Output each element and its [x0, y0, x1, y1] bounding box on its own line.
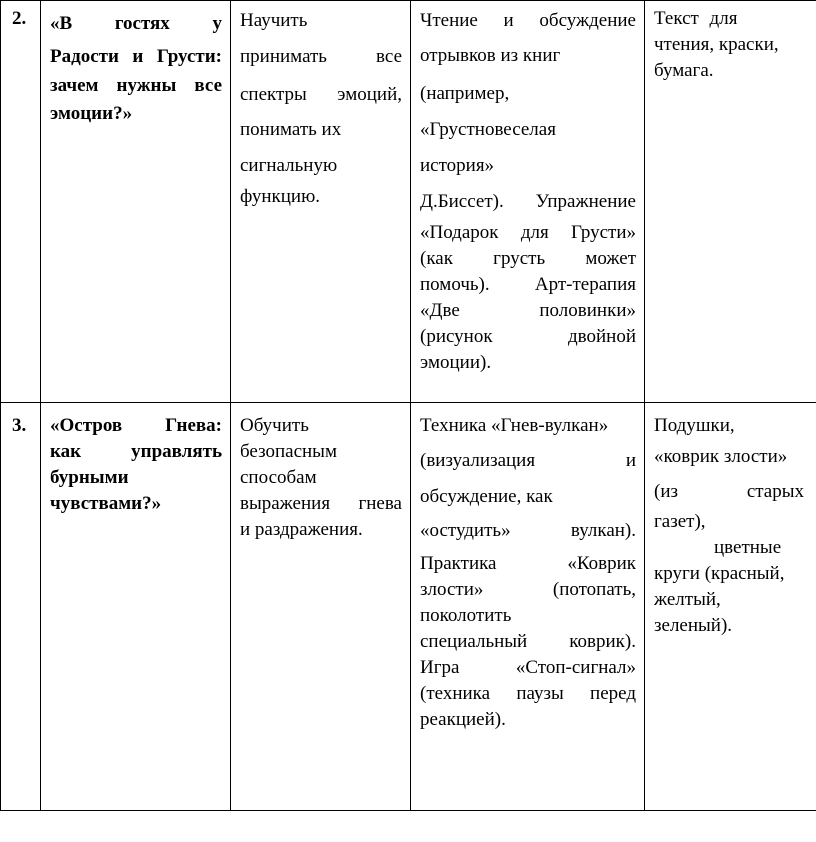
goal-line: выражения гнева: [240, 493, 402, 514]
topic-line: эмоции?»: [50, 103, 133, 124]
material-line: бумага.: [654, 60, 714, 81]
column-divider-1: [40, 0, 41, 811]
table-border-bottom: [0, 810, 816, 811]
activity-line: Игра «Стоп-сигнал»: [420, 657, 636, 678]
material-line: Подушки,: [654, 415, 735, 436]
materials-cell: [654, 413, 804, 639]
goal-line: безопасным: [240, 441, 337, 462]
goal-line: понимать их: [240, 119, 342, 140]
activity-line: помочь). Арт-терапия: [420, 274, 636, 295]
column-divider-4: [644, 0, 645, 811]
material-line: круги (красный,: [654, 563, 785, 584]
topic-line: как управлять: [50, 441, 222, 462]
activity-line: (как грусть может: [420, 248, 636, 269]
material-line: Текст для: [654, 8, 738, 29]
activity-line: Чтение и обсуждение: [420, 10, 636, 31]
topic-line: «Остров Гнева:: [50, 415, 222, 436]
activity-line: специальный коврик).: [420, 631, 636, 652]
activities-cell: [420, 6, 636, 376]
goal-line: сигнальную: [240, 155, 338, 176]
table-border-left: [0, 0, 1, 811]
activity-line: «Подарок для Грусти»: [420, 222, 636, 243]
topic-line: Радости и Грусти:: [50, 46, 222, 67]
activity-line: злости» (потопать,: [420, 579, 636, 600]
goal-cell: [240, 6, 402, 210]
topic-cell: [50, 413, 222, 517]
activity-line: отрывков из книг: [420, 45, 561, 66]
activity-line: «Грустновеселая: [420, 119, 556, 140]
activities-cell: [420, 413, 636, 733]
row-number: 3.: [12, 415, 27, 436]
table-border-top: [0, 0, 816, 1]
goal-line: функцию.: [240, 186, 321, 207]
row-number: 2.: [12, 8, 27, 29]
topic-line: «В гостях у: [50, 13, 222, 34]
goal-line: и раздражения.: [240, 519, 363, 540]
activity-line: «Две половинки»: [420, 300, 636, 321]
activity-line: (визуализация и: [420, 450, 636, 471]
material-line: газет),: [654, 511, 706, 532]
goal-cell: [240, 413, 402, 543]
goal-line: принимать все: [240, 46, 402, 67]
table-border-row-divider: [0, 402, 816, 403]
topic-line: бурными: [50, 467, 129, 488]
topic-cell: [50, 6, 222, 128]
activity-line: история»: [420, 155, 495, 176]
topic-line: зачем нужны все: [50, 75, 222, 96]
activity-line: эмоции).: [420, 352, 492, 373]
activity-line: Техника «Гнев-вулкан»: [420, 415, 609, 436]
activity-line: (например,: [420, 83, 510, 104]
activity-line: обсуждение, как: [420, 486, 553, 507]
material-line: (из старых: [654, 481, 804, 502]
goal-line: Научить: [240, 10, 308, 31]
topic-line: чувствами?»: [50, 493, 162, 514]
material-line: цветные: [714, 537, 782, 558]
activity-line: Практика «Коврик: [420, 553, 636, 574]
column-divider-2: [230, 0, 231, 811]
column-divider-3: [410, 0, 411, 811]
materials-cell: [654, 6, 804, 84]
activity-line: Д.Биссет). Упражнение: [420, 191, 636, 212]
activity-line: (техника паузы перед: [420, 683, 636, 704]
goal-line: Обучить: [240, 415, 309, 436]
activity-line: поколотить: [420, 605, 512, 626]
material-line: «коврик злости»: [654, 446, 788, 467]
material-line: желтый,: [654, 589, 721, 610]
goal-line: способам: [240, 467, 317, 488]
material-line: зеленый).: [654, 615, 733, 636]
activity-line: реакцией).: [420, 709, 506, 730]
activity-line: «остудить» вулкан).: [420, 520, 636, 541]
activity-line: (рисунок двойной: [420, 326, 636, 347]
material-line: чтения, краски,: [654, 34, 779, 55]
goal-line: спектры эмоций,: [240, 84, 402, 105]
